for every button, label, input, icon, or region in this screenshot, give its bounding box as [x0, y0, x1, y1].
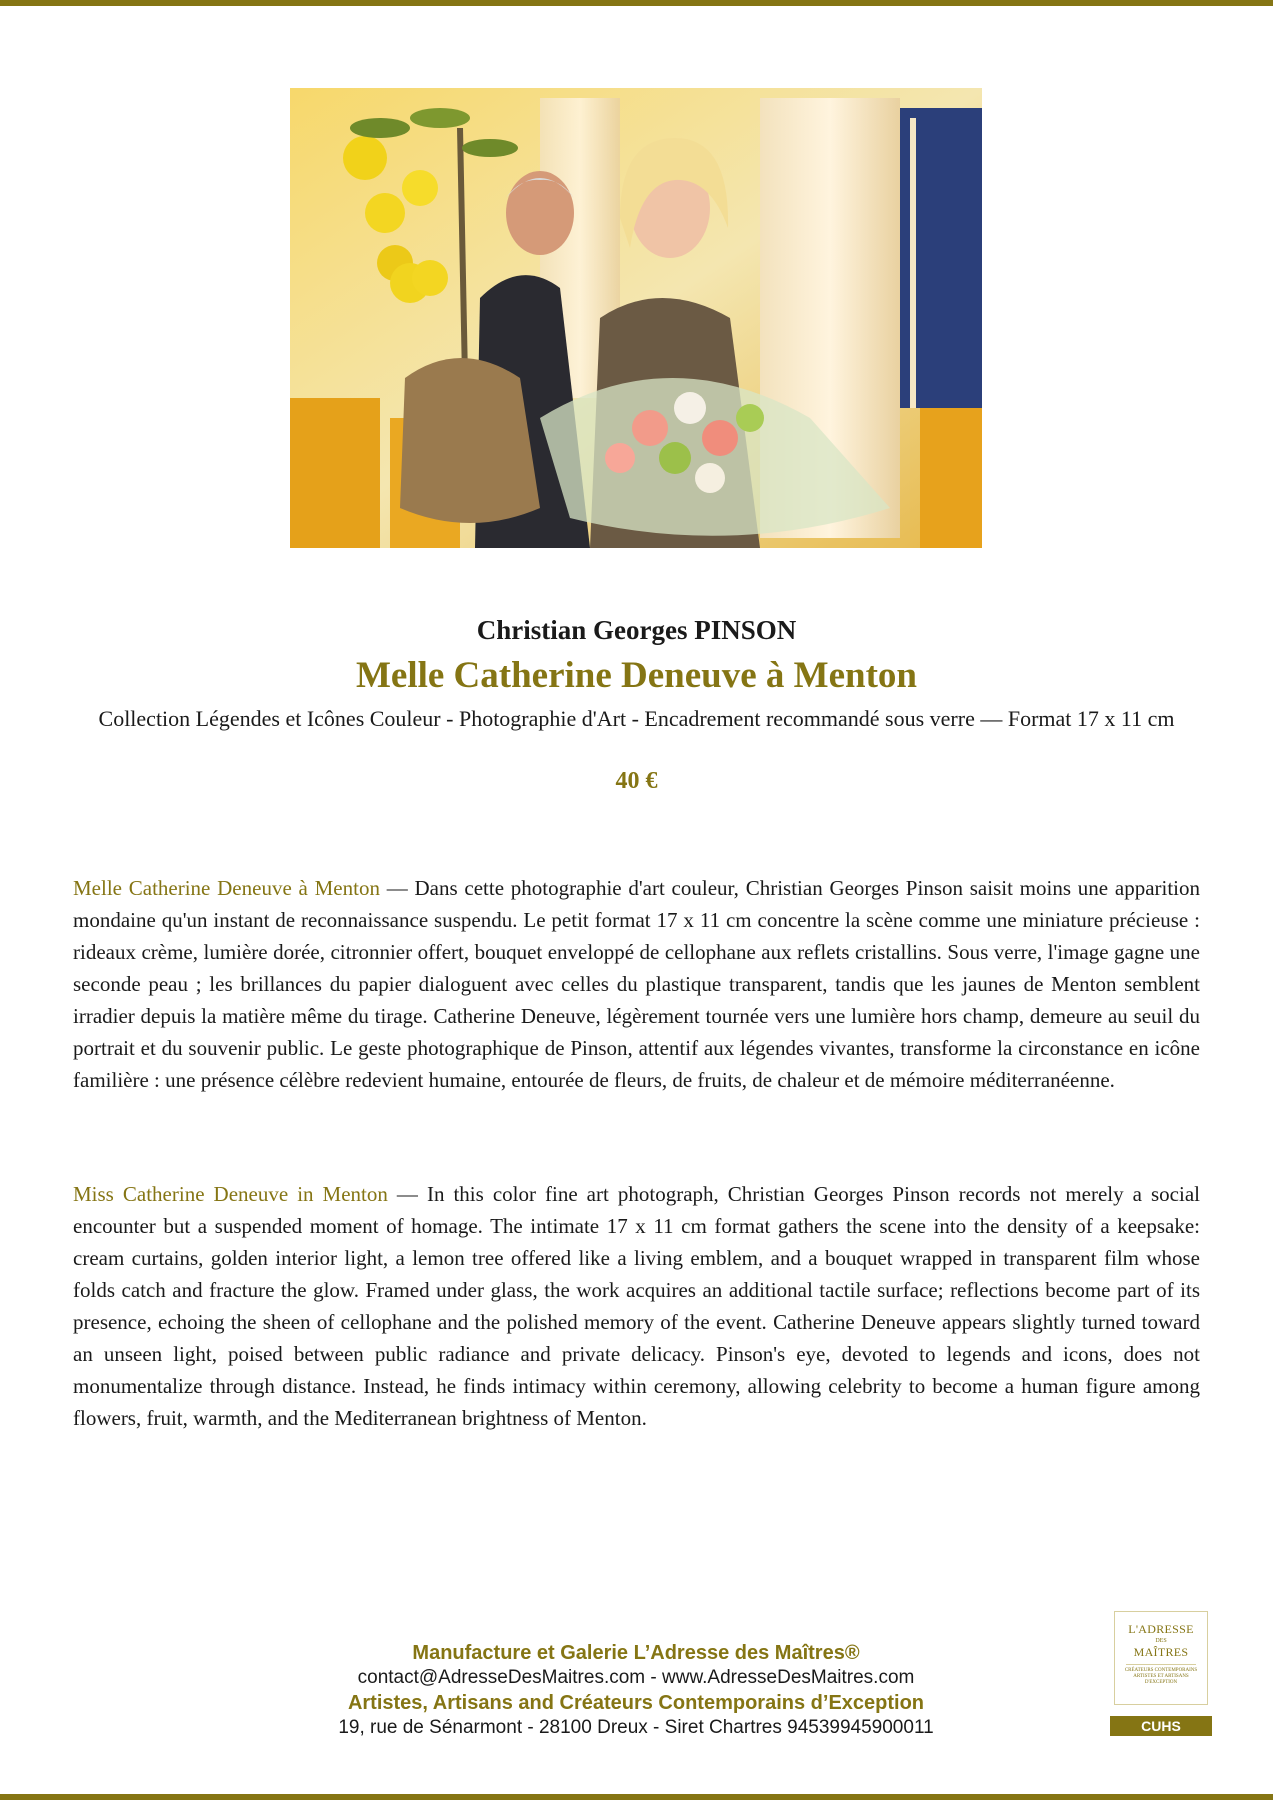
logo-line-3: MAÎTRES: [1133, 1645, 1189, 1659]
bottom-border: [0, 1794, 1273, 1800]
artwork-photo: [290, 88, 982, 548]
logo-line-1: L'ADRESSE: [1128, 1622, 1194, 1636]
description-french-body: — Dans cette photographie d'art couleur, Christian Georges Pinson saisit moins une apparition mondaine qu'un instant de reconnaissance suspendu. Le petit format 17 x 11 cm concentre la scène comme une miniature précieuse : rideaux crème, lumière dorée, citronnier offert, bouquet enveloppé de cellophane aux reflets cristallins. Sous verre, l'image gagne une seconde peau ; les brillances du papier dialoguent avec celles du plastique transparent, tandis que les jaunes de Menton semblent irradier depuis la matière même du tirage. Catherine Deneuve, légèrement tournée vers une lumière hors champ, demeure au seuil du portrait et du souvenir public. Le geste photographique de Pinson, attentif aux légendes vivantes, transforme la circonstance en icône familière : une présence célèbre redevient humaine, entourée de fleurs, de fruits, de chaleur et de mémoire méditerranéenne.: [73, 876, 1201, 1092]
artwork-price: 40 €: [615, 768, 658, 794]
brand-logo: [1114, 1611, 1208, 1705]
footer: [236, 1640, 1036, 1740]
artwork-title: Melle Catherine Deneuve à Menton: [355, 655, 918, 696]
description-english: [73, 1178, 1200, 1434]
top-border: [0, 0, 1273, 6]
artist-name: Christian Georges PINSON: [476, 615, 797, 645]
logo-line-4: CRÉATEURS CONTEMPORAINS ARTISTES ET ARTISANS D'EXCEPTION: [1124, 1668, 1198, 1685]
cuhs-badge: CUHS: [1110, 1716, 1212, 1736]
footer-company: Manufacture et Galerie L’Adresse des Maîtres®: [412, 1642, 860, 1664]
footer-contact: contact@AdresseDesMaitres.com - www.AdresseDesMaitres.com: [357, 1667, 915, 1688]
photo-illustration: [290, 88, 982, 548]
description-french: [73, 872, 1200, 1096]
logo-line-2: DES: [1155, 1638, 1167, 1644]
description-french-lead: Melle Catherine Deneuve à Menton: [73, 876, 380, 900]
footer-tagline: Artistes, Artisans and Créateurs Contemporains d’Exception: [347, 1692, 925, 1714]
footer-address: 19, rue de Sénarmont - 28100 Dreux - Siret Chartres 94539945900011: [338, 1717, 934, 1738]
description-english-lead: Miss Catherine Deneuve in Menton: [73, 1182, 388, 1206]
description-english-body: — In this color fine art photograph, Christian Georges Pinson records not merely a social encounter but a suspended moment of homage. The intimate 17 x 11 cm format gathers the scene into the density of a keepsake: cream curtains, golden interior light, a lemon tree offered like a living emblem, and a bouquet wrapped in transparent film whose folds catch and fracture the glow. Framed under glass, the work acquires an additional tactile surface; reflections become part of its presence, echoing the sheen of cellophane and the polished memory of the event. Catherine Deneuve appears slightly turned toward an unseen light, poised between public radiance and private delicacy. Pinson's eye, devoted to legends and icons, does not monumentalize through distance. Instead, he finds intimacy within ceremony, allowing celebrity to become a human figure among flowers, fruit, warmth, and the Mediterranean brightness of Menton.: [73, 1182, 1200, 1430]
artwork-subtitle: Collection Légendes et Icônes Couleur - Photographie d'Art - Encadrement recommandé sous verre — Format 17 x 11 cm: [98, 706, 1175, 731]
logo-divider: [1126, 1664, 1196, 1665]
